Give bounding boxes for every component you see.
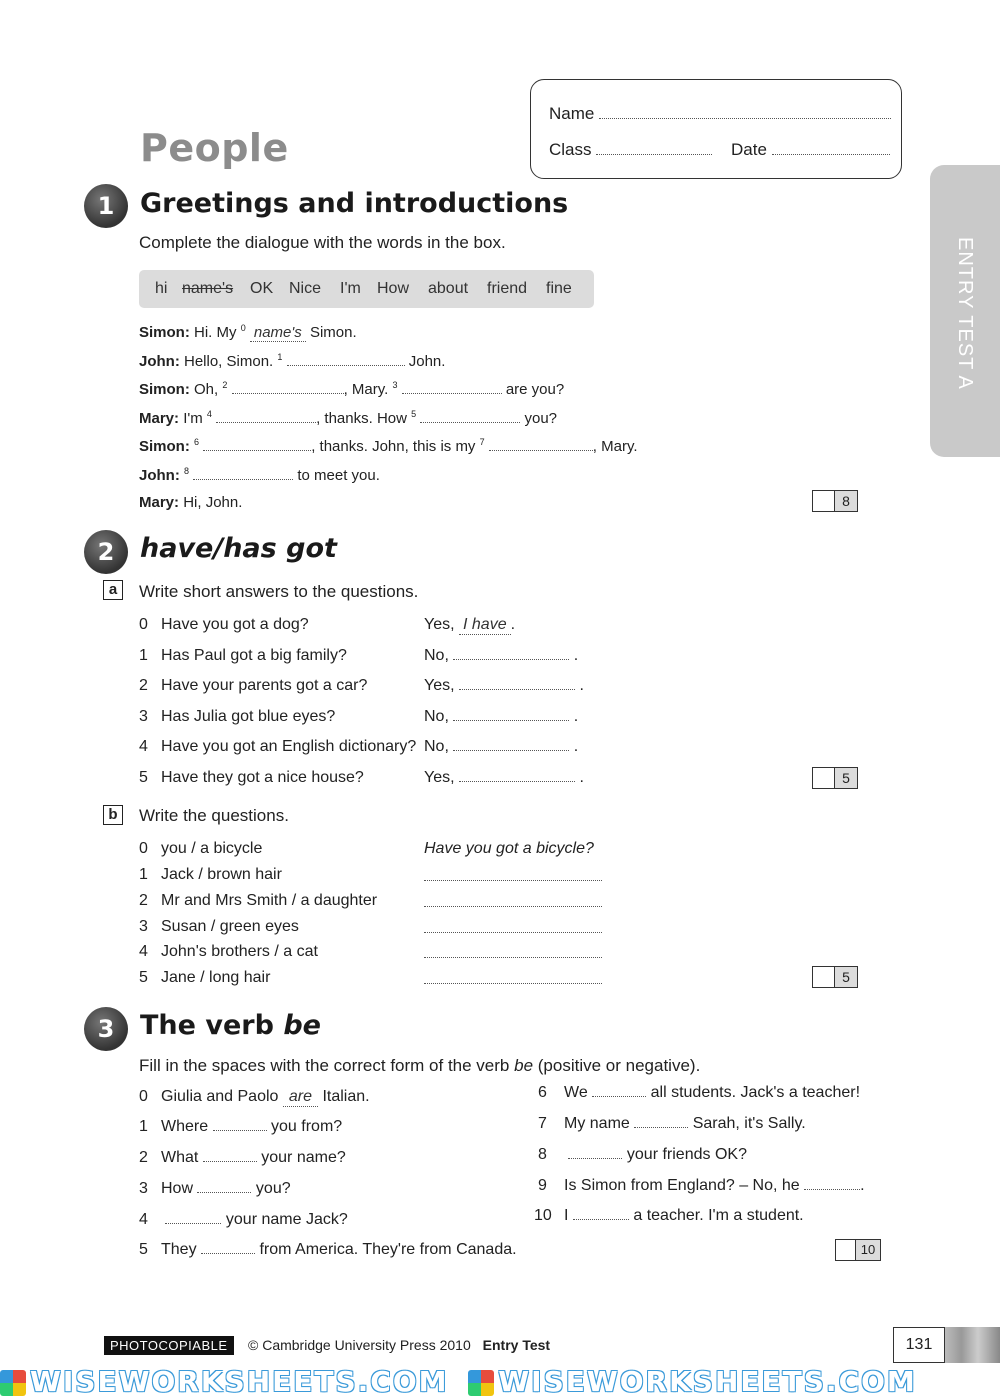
prompt-text: Susan / green eyes xyxy=(161,918,299,935)
answer-prefix: No, xyxy=(424,738,449,755)
page-title: People xyxy=(140,126,289,170)
item-text: you from? xyxy=(271,1118,343,1135)
answer-gap[interactable] xyxy=(453,720,569,721)
speaker: Simon: xyxy=(139,438,190,455)
instruction-text: (positive or negative). xyxy=(537,1056,701,1075)
gap-number: 5 xyxy=(411,409,417,419)
subsection-b-label: b xyxy=(103,805,123,825)
item-number: 0 xyxy=(139,1088,148,1105)
item-text: . xyxy=(860,1177,865,1194)
question-text: Have your parents got a car? xyxy=(161,677,368,694)
answer-prefix: Yes, xyxy=(424,677,455,694)
line-text: you? xyxy=(524,410,558,427)
example-answer: are xyxy=(283,1088,318,1107)
watermark-logo-icon xyxy=(0,1370,26,1396)
item-text: I xyxy=(564,1207,569,1224)
section-1-instruction: Complete the dialogue with the words in the box. xyxy=(139,233,506,252)
score-total: 5 xyxy=(834,967,857,987)
footer-copyright xyxy=(248,1337,550,1353)
answer-gap[interactable] xyxy=(424,918,602,933)
item-text: a teacher. I'm a student. xyxy=(633,1207,804,1224)
side-tab-label: ENTRY TEST A xyxy=(954,237,976,390)
answer-gap[interactable] xyxy=(201,1253,255,1254)
item-text: What xyxy=(161,1149,199,1166)
class-field[interactable] xyxy=(596,140,712,155)
example-answer: name's xyxy=(250,324,306,342)
item-text: Italian. xyxy=(322,1088,370,1105)
score-box[interactable] xyxy=(812,490,858,512)
item-number: 3 xyxy=(139,1180,148,1197)
score-box[interactable] xyxy=(812,966,858,988)
line-text: Hi. My xyxy=(194,324,237,341)
answer-gap[interactable] xyxy=(203,450,311,451)
word: about xyxy=(428,280,469,297)
be-item xyxy=(139,1149,346,1167)
page-number: 131 xyxy=(893,1327,945,1363)
answer-gap[interactable] xyxy=(213,1130,267,1131)
instruction-italic: be xyxy=(514,1056,534,1075)
be-item xyxy=(139,1088,370,1107)
item-text: your friends OK? xyxy=(626,1146,747,1163)
answer-gap[interactable] xyxy=(489,450,593,451)
item-text: My name xyxy=(564,1115,630,1132)
question-row xyxy=(139,647,347,665)
prompt-row xyxy=(139,918,299,936)
gap-number: 7 xyxy=(479,437,485,447)
answer-gap[interactable] xyxy=(568,1158,622,1159)
item-number: 1 xyxy=(139,866,148,883)
section-1-badge: 1 xyxy=(84,184,128,228)
word: friend xyxy=(487,280,528,297)
answer-prefix: No, xyxy=(424,708,449,725)
item-number: 4 xyxy=(139,738,148,755)
answer-gap[interactable] xyxy=(459,689,575,690)
watermark-text: WISEWORKSHEETS.COM xyxy=(30,1365,449,1398)
answer-row: No, . xyxy=(424,708,579,725)
line-text: Oh, xyxy=(194,381,219,398)
item-number: 6 xyxy=(538,1084,547,1101)
be-item xyxy=(538,1146,747,1164)
footer-test-name: Entry Test xyxy=(482,1337,551,1353)
item-text: Where xyxy=(161,1118,209,1135)
answer-prefix: No, xyxy=(424,647,449,664)
question-text: Has Paul got a big family? xyxy=(161,647,347,664)
answer-gap[interactable] xyxy=(197,1192,251,1193)
item-number: 8 xyxy=(538,1146,547,1163)
gap-number: 2 xyxy=(222,380,228,390)
answer-gap[interactable] xyxy=(424,866,602,881)
line-text: Hello, Simon. xyxy=(184,353,274,370)
title-text: The verb xyxy=(140,1010,274,1041)
item-text: Giulia and Paolo xyxy=(161,1088,279,1105)
item-text: We xyxy=(564,1084,588,1101)
word: I'm xyxy=(340,280,361,297)
be-item xyxy=(139,1241,517,1259)
answer-row: No, . xyxy=(424,647,579,664)
item-text: your name? xyxy=(261,1149,346,1166)
be-item xyxy=(538,1084,860,1102)
question-row xyxy=(139,616,309,634)
item-text: your name Jack? xyxy=(225,1211,348,1228)
dialogue-line-6 xyxy=(139,494,242,511)
class-label: Class xyxy=(549,140,592,159)
item-text: all students. Jack's a teacher! xyxy=(650,1084,861,1101)
dialogue-line-4 xyxy=(139,437,638,455)
prompt-text: you / a bicycle xyxy=(161,840,263,857)
student-info-box xyxy=(530,79,902,179)
dialogue-line-5 xyxy=(139,466,380,484)
answer-gap[interactable] xyxy=(402,393,502,394)
prompt-row xyxy=(139,866,282,884)
side-tab xyxy=(930,165,1000,457)
answer-gap[interactable] xyxy=(592,1096,646,1097)
item-text: Sarah, it's Sally. xyxy=(692,1115,806,1132)
subsection-b-instruction: Write the questions. xyxy=(139,806,289,825)
item-number: 5 xyxy=(139,1241,148,1258)
item-number: 2 xyxy=(139,1149,148,1166)
be-item xyxy=(534,1207,804,1225)
section-3-instruction xyxy=(139,1056,700,1076)
answer-row: Yes, . xyxy=(424,769,584,786)
prompt-row xyxy=(139,943,318,961)
item-text: They xyxy=(161,1241,197,1258)
question-text: Has Julia got blue eyes? xyxy=(161,708,336,725)
item-text: from America. They're from Canada. xyxy=(259,1241,517,1258)
prompt-row xyxy=(139,840,262,858)
question-text: Have you got an English dictionary? xyxy=(161,738,417,755)
question-row xyxy=(139,769,364,787)
answer-row: Yes, I have . xyxy=(424,616,516,633)
section-3-title xyxy=(140,1010,321,1041)
question-row xyxy=(139,738,416,756)
example-answer: Have you got a bicycle? xyxy=(424,840,594,857)
speaker: Mary: xyxy=(139,410,180,427)
title-italic: be xyxy=(283,1010,321,1041)
dialogue-line-3 xyxy=(139,409,557,427)
item-text: you? xyxy=(255,1180,291,1197)
answer-gap[interactable] xyxy=(424,892,602,907)
score-box[interactable] xyxy=(835,1239,881,1261)
answer-prefix: Yes, xyxy=(424,769,455,786)
word: hi xyxy=(155,280,168,297)
section-2-title: have/has got xyxy=(140,533,337,564)
watermark-logo-icon xyxy=(468,1370,494,1396)
answer-gap[interactable] xyxy=(634,1127,688,1128)
prompt-row xyxy=(139,892,377,910)
gap-number: 3 xyxy=(392,380,398,390)
score-total: 8 xyxy=(834,491,857,511)
word: Nice xyxy=(289,280,322,297)
item-text: How xyxy=(161,1180,194,1197)
be-item xyxy=(139,1118,342,1136)
be-item xyxy=(538,1177,865,1195)
prompt-row xyxy=(139,969,270,987)
gap-number: 4 xyxy=(206,409,212,419)
dialogue-line-2 xyxy=(139,380,564,398)
section-2-badge: 2 xyxy=(84,530,128,574)
instruction-text: Fill in the spaces with the correct form of the verb xyxy=(139,1056,510,1075)
item-number: 3 xyxy=(139,708,148,725)
item-number: 1 xyxy=(139,647,148,664)
question-text: Have they got a nice house? xyxy=(161,769,364,786)
item-number: 5 xyxy=(139,969,148,986)
speaker: Mary: xyxy=(139,494,180,511)
word: fine xyxy=(546,280,572,297)
answer-gap[interactable] xyxy=(459,781,575,782)
line-text: are you? xyxy=(505,381,565,398)
answer-gap[interactable] xyxy=(232,393,344,394)
item-number: 2 xyxy=(139,677,148,694)
score-total: 10 xyxy=(855,1240,880,1260)
gap-number: 6 xyxy=(194,437,200,447)
subsection-a-instruction: Write short answers to the questions. xyxy=(139,582,419,601)
gap-number: 1 xyxy=(277,352,283,362)
item-number: 4 xyxy=(139,1211,148,1228)
speaker: Simon: xyxy=(139,381,190,398)
word: OK xyxy=(250,280,274,297)
word-crossed: name's xyxy=(182,280,234,297)
answer-row: Yes, . xyxy=(424,677,584,694)
answer-gap[interactable] xyxy=(193,479,293,480)
line-text: I'm xyxy=(183,410,203,427)
name-row xyxy=(549,104,891,124)
line-text: , thanks. John, this is my xyxy=(311,438,476,455)
word-box xyxy=(139,270,594,308)
answer-gap[interactable] xyxy=(203,1161,257,1162)
question-row xyxy=(139,677,367,695)
date-label: Date xyxy=(731,140,767,159)
name-field[interactable] xyxy=(599,104,891,119)
page-number-decoration xyxy=(945,1327,1000,1363)
answer-gap[interactable] xyxy=(216,422,316,423)
copyright-text: © Cambridge University Press 2010 xyxy=(248,1337,471,1353)
speaker: John: xyxy=(139,467,180,484)
answer-gap[interactable] xyxy=(287,365,405,366)
speaker: John: xyxy=(139,353,180,370)
answer-gap[interactable] xyxy=(804,1189,860,1190)
score-box[interactable] xyxy=(812,767,858,789)
item-number: 7 xyxy=(538,1115,547,1132)
answer-gap[interactable] xyxy=(453,750,569,751)
answer-gap[interactable] xyxy=(453,659,569,660)
line-text: Hi, John. xyxy=(183,494,243,511)
prompt-text: Mr and Mrs Smith / a daughter xyxy=(161,892,378,909)
section-1-title: Greetings and introductions xyxy=(140,188,569,219)
line-text: to meet you. xyxy=(297,467,380,484)
photocopiable-label: PHOTOCOPIABLE xyxy=(104,1336,234,1355)
item-number: 2 xyxy=(139,892,148,909)
line-text: , Mary. xyxy=(343,381,389,398)
be-item xyxy=(139,1211,348,1229)
be-item xyxy=(139,1180,291,1198)
answer-row: No, . xyxy=(424,738,579,755)
line-text: John. xyxy=(408,353,446,370)
question-text: Have you got a dog? xyxy=(161,616,309,633)
answer-gap[interactable] xyxy=(424,969,602,984)
section-3-badge: 3 xyxy=(84,1007,128,1051)
date-field[interactable] xyxy=(772,140,890,155)
example-answer: I have xyxy=(459,616,511,635)
dialogue-line-0 xyxy=(139,323,357,342)
prompt-text: Jack / brown hair xyxy=(161,866,282,883)
item-number: 10 xyxy=(534,1207,552,1224)
gap-number: 8 xyxy=(184,466,190,476)
score-total: 5 xyxy=(834,768,857,788)
answer-gap[interactable] xyxy=(424,943,602,958)
subsection-a-label: a xyxy=(103,580,123,600)
dialogue-line-1 xyxy=(139,352,445,370)
question-row xyxy=(139,708,335,726)
be-item xyxy=(538,1115,806,1133)
watermark-strip xyxy=(0,1365,1000,1400)
item-number: 3 xyxy=(139,918,148,935)
item-number: 9 xyxy=(538,1177,547,1194)
line-text: , thanks. How xyxy=(316,410,407,427)
line-text: Simon. xyxy=(309,324,357,341)
item-text: Is Simon from England? – No, he xyxy=(564,1177,800,1194)
prompt-text: John's brothers / a cat xyxy=(161,943,318,960)
gap-number: 0 xyxy=(240,323,246,333)
answer-gap[interactable] xyxy=(420,422,520,423)
item-number: 1 xyxy=(139,1118,148,1135)
item-number: 0 xyxy=(139,616,148,633)
date-row xyxy=(731,140,890,160)
class-row xyxy=(549,140,712,160)
answer-gap[interactable] xyxy=(573,1219,629,1220)
item-number: 0 xyxy=(139,840,148,857)
item-number: 5 xyxy=(139,769,148,786)
watermark-text: WISEWORKSHEETS.COM xyxy=(498,1365,917,1398)
line-text: , Mary. xyxy=(592,438,638,455)
item-number: 4 xyxy=(139,943,148,960)
answer-gap[interactable] xyxy=(165,1223,221,1224)
name-label: Name xyxy=(549,104,595,123)
answer-prefix: Yes, xyxy=(424,616,455,633)
speaker: Simon: xyxy=(139,324,190,341)
prompt-text: Jane / long hair xyxy=(161,969,271,986)
word: How xyxy=(377,280,410,297)
